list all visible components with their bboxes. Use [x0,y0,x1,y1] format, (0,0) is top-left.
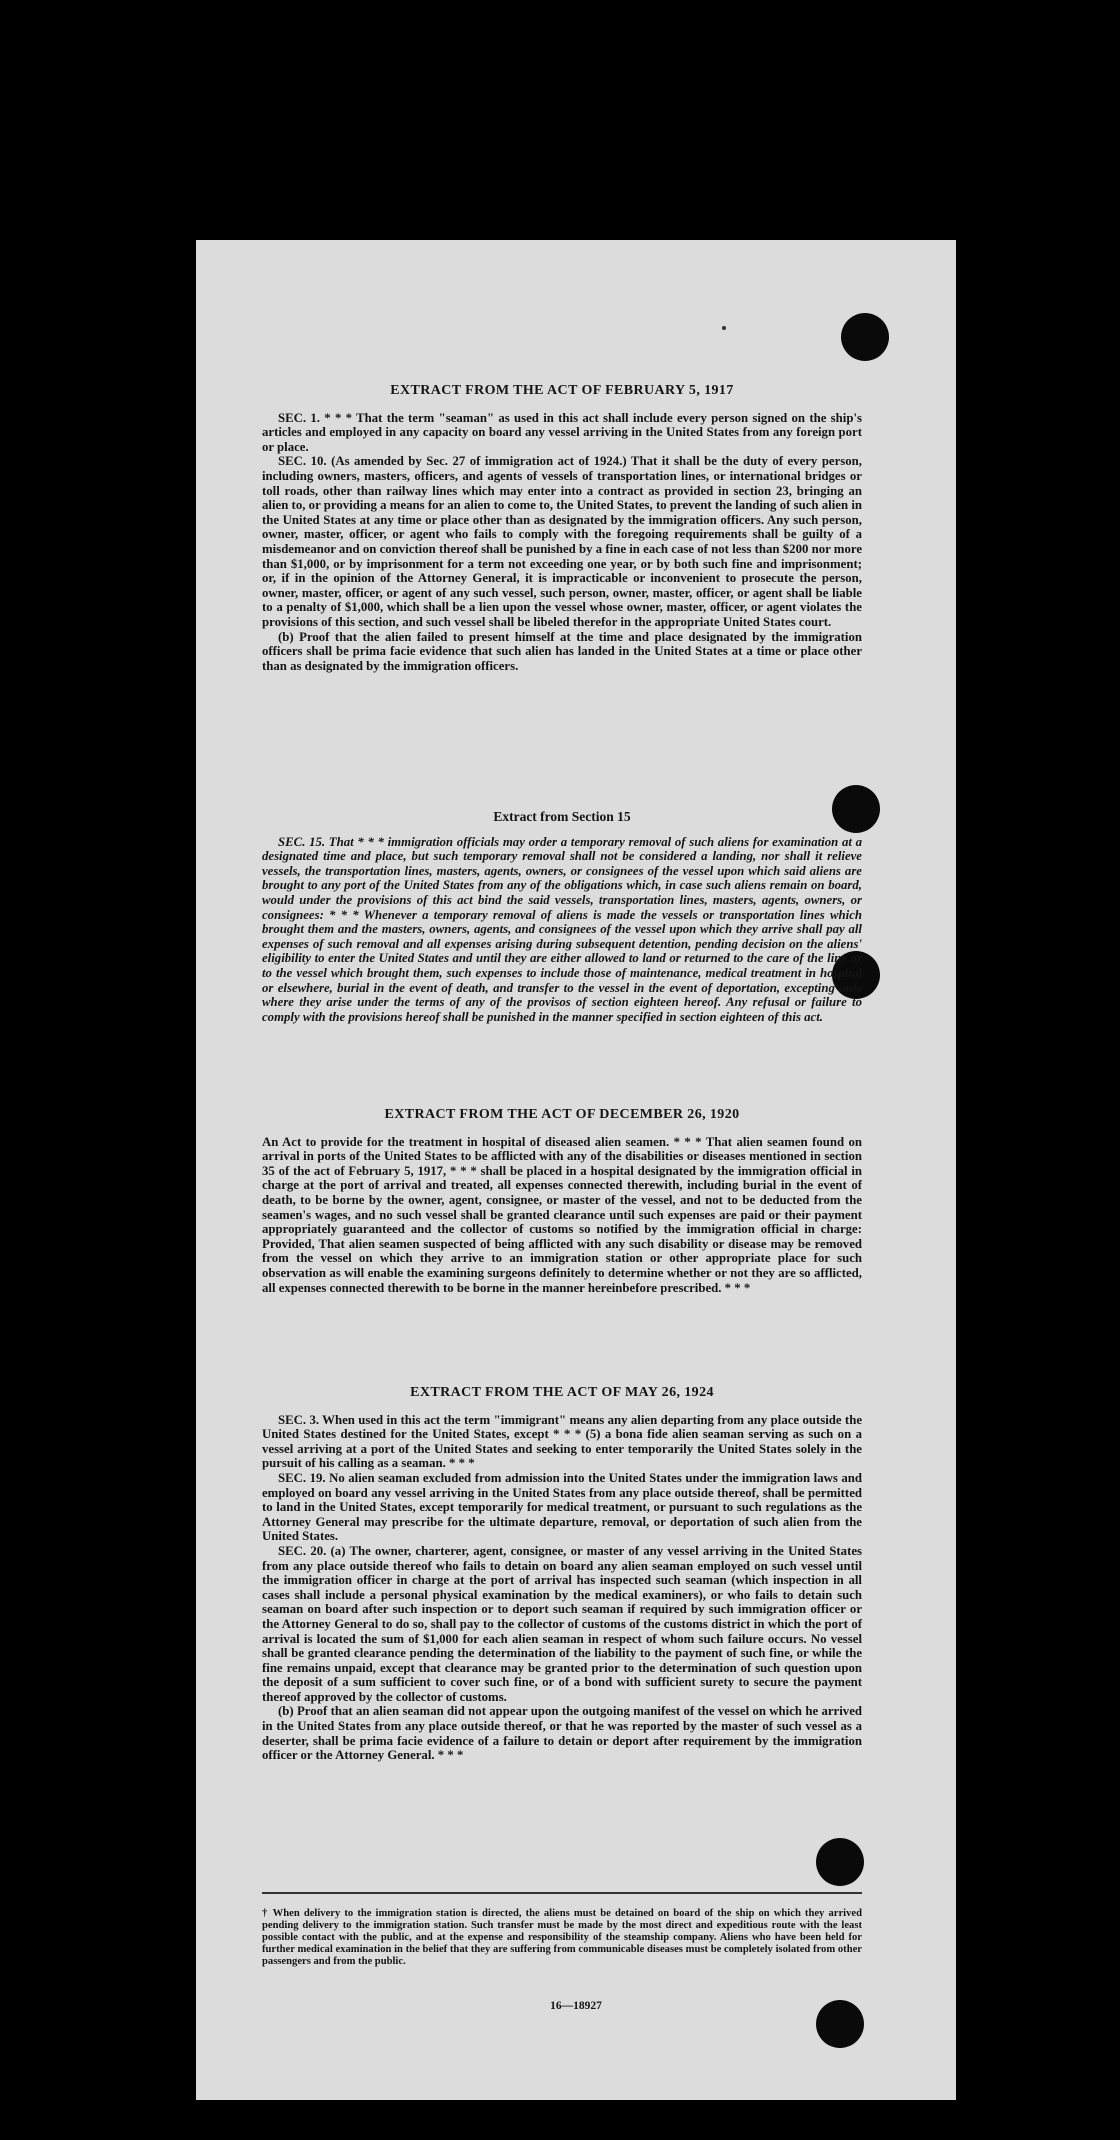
speck [722,326,726,330]
section-heading: Extract from Section 15 [493,809,631,824]
form-number: 16—18927 [550,2000,602,2012]
punch-hole [841,313,889,361]
section-act-1920 [262,1108,862,1295]
footnote: † When delivery to the immigration station is directed, the aliens must be detained on board of the ship on which they arrived pending delivery to the immigration station. Such transfer must be made by the most direct and expeditious route with the least possible contact with the public, and at the expense and responsibility of the steamship company. Aliens who have been held for further medical examination in the belief that they are suffering from communicable diseases must be completely isolated from other passengers and from the public. [262,1908,862,1967]
section-act-1917 [262,384,862,673]
paragraph: SEC. 19. No alien seaman excluded from admission into the United States under the immigration laws and employed on board any vessel arriving in the United States from any place outside thereof, shall be permitted to land in the United States, except temporarily for medical treatment, or pursuant to such regulations as the Attorney General may prescribe for the ultimate departure, removal, or deportation of such alien from the United States. [262,1470,862,1544]
paragraph: SEC. 10. (As amended by Sec. 27 of immigration act of 1924.) That it shall be the duty of every person, including owners, masters, officers, and agents of vessels of transportation lines, or international bridges or toll roads, other than railway lines which may enter into a contract as provided in section 23, bringing an alien to, or providing a means for an alien to come to, the United States, to prevent the landing of such alien in the United States at any time or place other than as designated by the immigration officers. Any such person, owner, master, officer, or agent who fails to comply with the foregoing requirements shall be guilty of a misdemeanor and on conviction thereof shall be punished by a fine in each case of not less than $200 nor more than $1,000, or by imprisonment for a term not exceeding one year, or by both such fine and imprisonment; or, if in the opinion of the Attorney General, it is impracticable or inconvenient to prosecute the person, owner, master, officer, or agent of any such vessel, such person, owner, master, officer, or agent shall be liable to a penalty of $1,000, which shall be a lien upon the vessel whose owner, master, officer, or agent violates the provisions of this section, and such vessel shall be libeled therefor in the appropriate United States court. [262,454,862,629]
paragraph: SEC. 20. (a) The owner, charterer, agent, consignee, or master of any vessel arriving in the United States from any place outside thereof who fails to detain on board any alien seaman employed on such vessel until the immigration officer in charge at the port of arrival has inspected such seaman (which inspection in all cases shall include a personal physical examination by the medical examiners), or who fails to detain such seaman on board after such inspection or to deport such seaman if required by such immigration officer or the Attorney General to do so, shall pay to the collector of customs of the customs district in which the port of arrival is located the sum of $1,000 for each alien seaman in respect of whom such failure occurs. No vessel shall be granted clearance pending the determination of the liability to the payment of such fine, or while the fine remains unpaid, except that clearance may be granted prior to the determination of such question upon the deposit of a sum sufficient to cover such fine, or of a bond with sufficient surety to secure the payment thereof approved by the collector of customs. [262,1543,862,1704]
paragraph: (b) Proof that the alien failed to present himself at the time and place designated by the immigration officers shall be prima facie evidence that such alien has landed in the United States at a time or place other than as designated by the immigration officers. [262,629,862,673]
section-heading: EXTRACT FROM THE ACT OF FEBRUARY 5, 1917 [390,383,734,398]
document-page [196,240,956,2100]
section-heading: EXTRACT FROM THE ACT OF MAY 26, 1924 [410,1385,714,1400]
footnote-divider [262,1892,862,1894]
section-heading: EXTRACT FROM THE ACT OF DECEMBER 26, 1920 [384,1107,740,1122]
paragraph: An Act to provide for the treatment in hospital of diseased alien seamen. * * * That alien seamen found on arrival in ports of the United States to be afflicted with any of the disabilities or diseases mentioned in section 35 of the act of February 5, 1917, * * * shall be placed in a hospital designated by the immigration official in charge at the port of arrival and treated, all expenses connected therewith, including burial in the event of death, to be borne by the owner, agent, consignee, or master of the vessel, and not to be deducted from the seamen's wages, and no such vessel shall be granted clearance until such expenses are paid or their payment appropriately guaranteed and the collector of customs so notified by the immigration official in charge: Provided, That alien seamen suspected of being afflicted with any such disability or disease may be removed from the vessel on which they arrive to an immigration station or other appropriate place for such observation as will enable the examining surgeons definitely to determine whether or not they are so afflicted, all expenses connected therewith to be borne in the manner hereinbefore prescribed. * * * [262,1134,862,1295]
paragraph: SEC. 1. * * * That the term "seaman" as used in this act shall include every person signed on the ship's articles and employed in any capacity on board any vessel arriving in the United States from any foreign port or place. [262,410,862,454]
section-act-1924 [262,1386,862,1763]
paragraph: SEC. 15. That * * * immigration officials may order a temporary removal of such aliens for examination at a designated time and place, but such temporary removal shall not be considered a landing, nor shall it relieve vessels, the transportation lines, masters, agents, owners, or consignees of the vessel upon which said aliens are brought to any port of the United States from any of the obligations which, in case such aliens remain on board, would under the provisions of this act bind the said vessels, transportation lines, masters, agents, owners, or consignees: * * * Whenever a temporary removal of aliens is made the vessels or transportation lines which brought them and the masters, owners, agents, and consignees of the vessel upon which they arrive shall pay all expenses of such removal and all expenses arising during subsequent detention, pending decision on the aliens' eligibility to enter the United States and until they are either allowed to land or returned to the care of the line or to the vessel which brought them, such expenses to include those of maintenance, medical treatment in hospital or elsewhere, burial in the event of death, and transfer to the vessel in the event of deportation, excepting only where they arise under the terms of any of the provisos of section eighteen hereof. Any refusal or failure to comply with the provisions hereof shall be punished in the manner specified in section eighteen of this act. [262,834,862,1024]
punch-hole [816,1838,864,1886]
paragraph: (b) Proof that an alien seaman did not appear upon the outgoing manifest of the vessel on which he arrived in the United States from any place outside thereof, or that he was reported by the master of such vessel as a deserter, shall be prima facie evidence of a failure to detain or deport after requirement by the immigration officer or the Attorney General. * * * [262,1704,862,1763]
paragraph: SEC. 3. When used in this act the term "immigrant" means any alien departing from any place outside the United States destined for the United States, except * * * (5) a bona fide alien seaman serving as such on a vessel arriving at a port of the United States and seeking to enter temporarily the United States solely in the pursuit of his calling as a seaman. * * * [262,1412,862,1471]
section-extract-15 [262,796,862,1024]
